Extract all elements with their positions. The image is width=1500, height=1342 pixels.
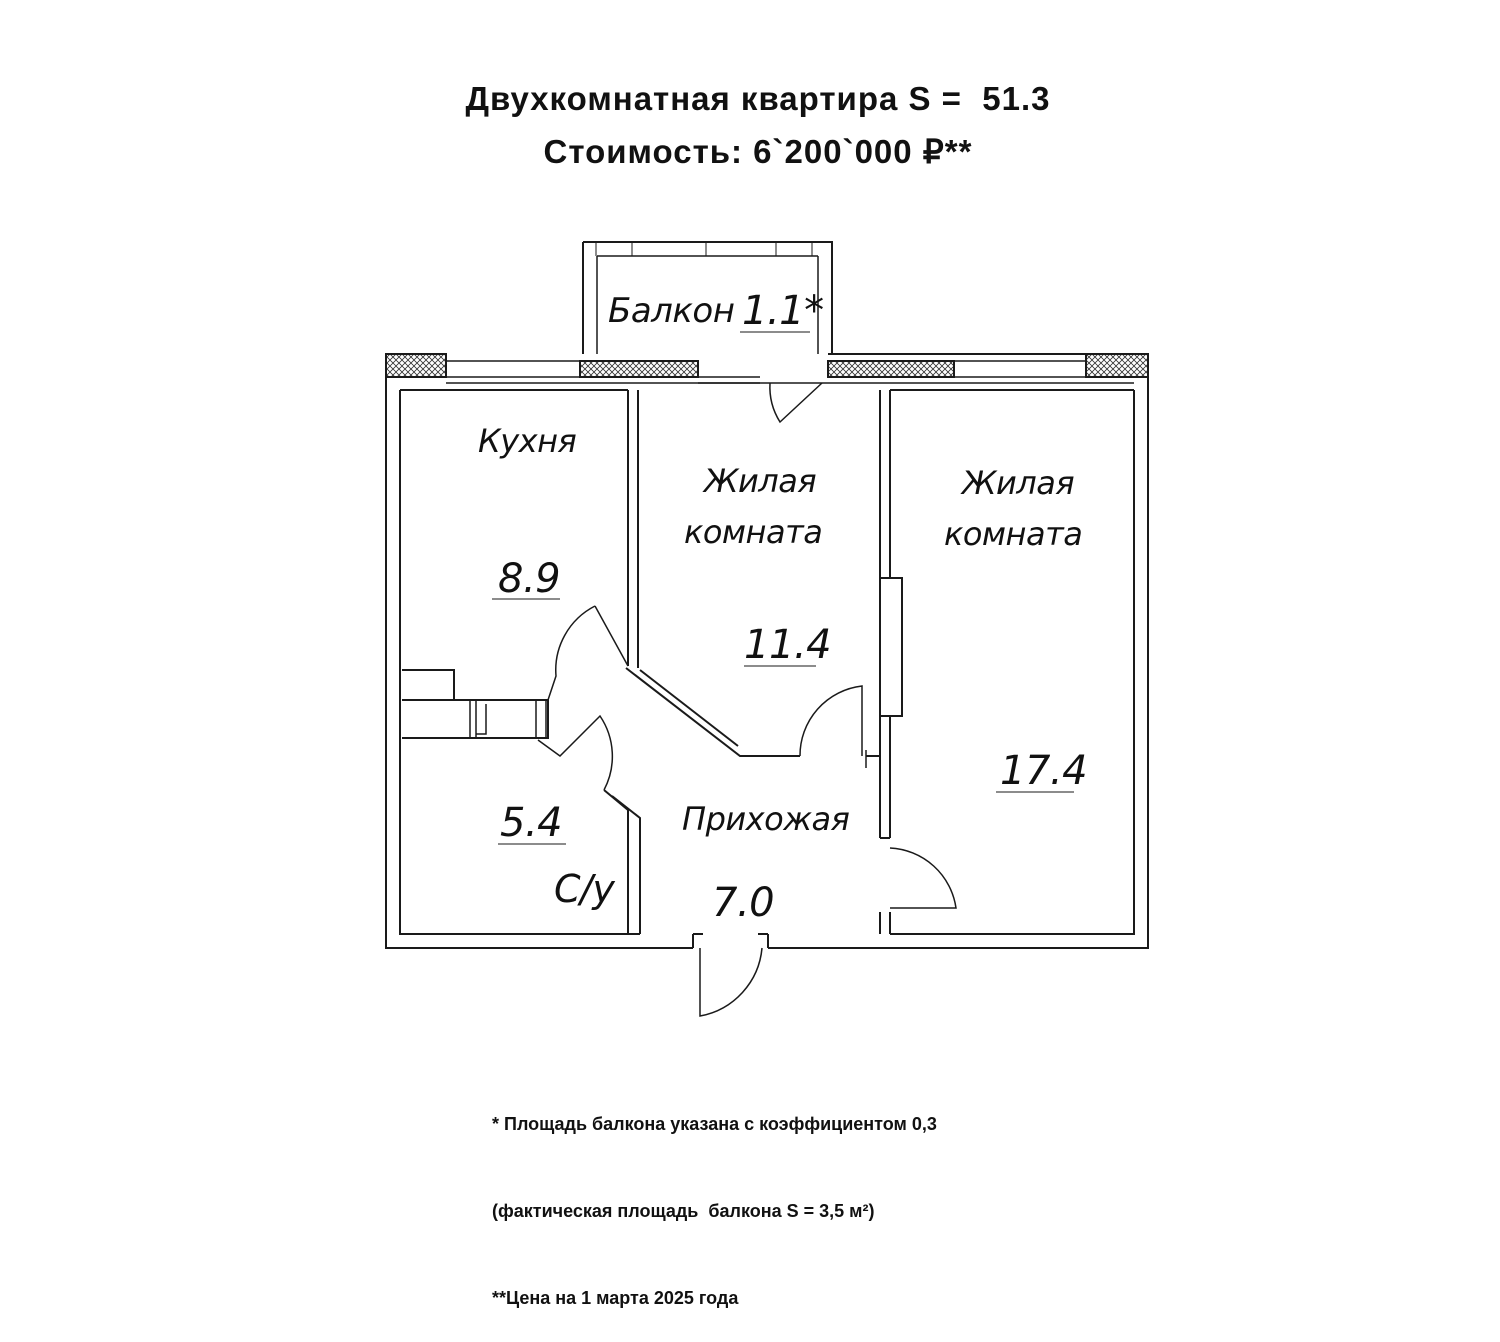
- price-title: Стоимость: 6`200`000 ₽**: [543, 133, 973, 170]
- living-room-2-area: 17.4: [1000, 748, 1088, 794]
- balcony-name: Балкон: [608, 291, 735, 331]
- kitchen-area: 8.9: [498, 556, 561, 602]
- apartment-title: Двухкомнатная квартира S = 51.3: [465, 80, 1051, 117]
- living-room-2-name-line1: Жилая: [962, 464, 1075, 502]
- living-room-2-name-line2: комната: [944, 515, 1083, 553]
- footnote-balcony-coefficient: * Площадь балкона указана с коэффициентом 0,3: [492, 1114, 937, 1134]
- living-room-1-area: 11.4: [744, 622, 832, 668]
- footnote-balcony-actual-area: (фактическая площадь балкона S = 3,5 м²): [492, 1201, 875, 1221]
- kitchen-name: Кухня: [478, 422, 577, 460]
- footnote-price-date: **Цена на 1 марта 2025 года: [492, 1288, 739, 1308]
- hallway-area: 7.0: [712, 880, 775, 926]
- living-room-1-name-line2: комната: [684, 513, 823, 551]
- bathroom-area: 5.4: [500, 800, 563, 846]
- hallway-name: Прихожая: [682, 800, 850, 838]
- balcony-area: 1.1*: [742, 288, 824, 334]
- living-room-1-name-line1: Жилая: [704, 462, 817, 500]
- footnotes: [492, 1052, 937, 1342]
- bathroom-name: С/у: [554, 867, 615, 911]
